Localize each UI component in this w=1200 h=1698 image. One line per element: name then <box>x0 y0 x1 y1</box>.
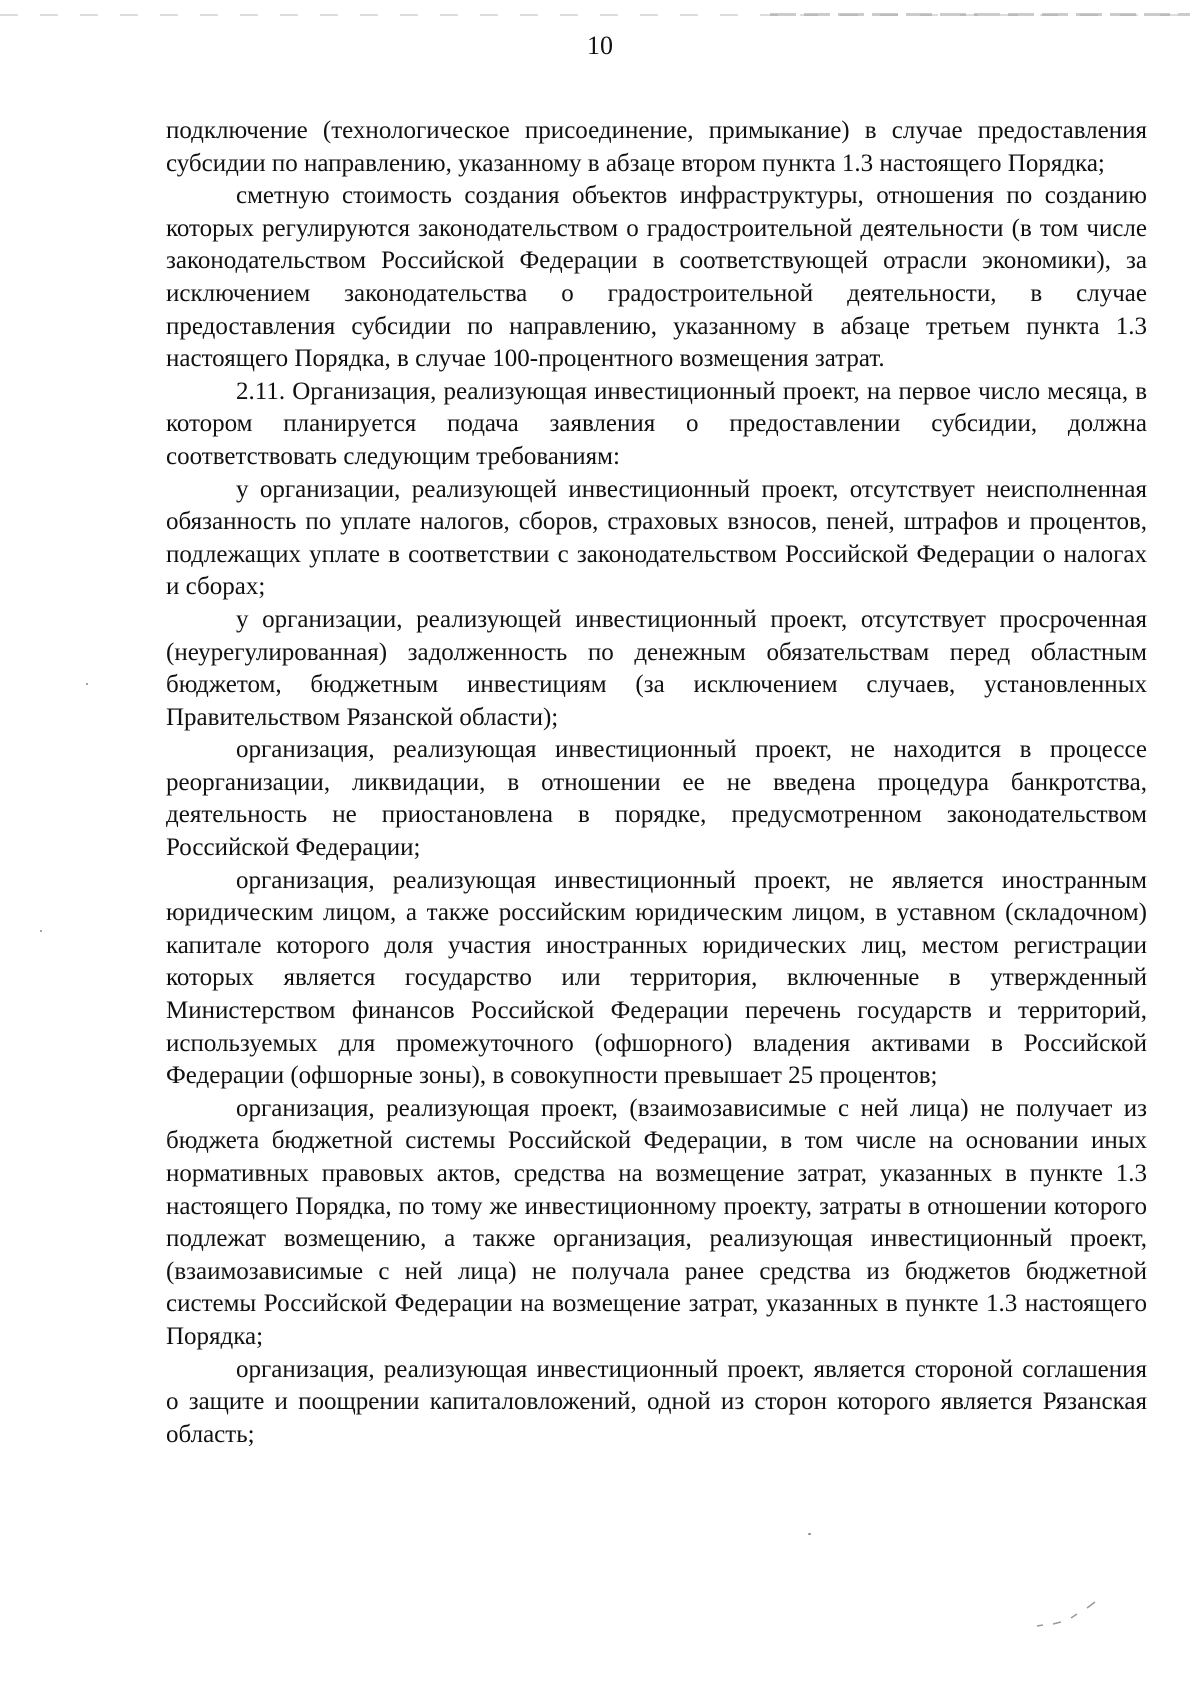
paragraph-no-tax-debt: у организации, реализующей инвестиционный проект, отсутствует неисполненная обязанность по уплате налогов, сборов, страховых взносов, пеней, штрафов и процентов, подлежащих уплате в соответствии с законодательством Российской Федерации о налогах и сборах; <box>166 475 1147 601</box>
scan-speck <box>40 930 42 932</box>
paragraph-2-11-requirements: 2.11. Организация, реализующая инвестиционный проект, на первое число месяца, в котором планируется подача заявления о предоставлении субсидии, должна соответствовать следующим требованиям: <box>166 377 1147 470</box>
scan-artifact-top-right <box>770 13 1190 16</box>
paragraph-estimated-cost: сметную стоимость создания объектов инфраструктуры, отношения по созданию которых регулируются законодательством о градостроительной деятельности (в том числе законодательством Российской Федерации в соответствующей отрасли экономики), за исключением законодательства о градостроительной деятельности, в случае предоставления субсидии по направлению, указанному в абзаце третьем пункта 1.3 настоящего Порядка, в случае 100-процентного возмещения затрат. <box>166 182 1147 373</box>
body-text <box>166 115 1147 1451</box>
paragraph-not-foreign-entity: организация, реализующая инвестиционный проект, не является иностранным юридическим лицом, а также российским юридическим лицом, в уставном (складочном) капитале которого доля участия иностранных юридических лиц, местом регистрации которых является государство или территория, включенные в утвержденный Министерством финансов Российской Федерации перечень государств и территорий, используемых для промежуточного (офшорного) владения активами в Российской Федерации (офшорные зоны), в совокупности превышает 25 процентов; <box>166 866 1147 1090</box>
paragraph-capital-investment-agreement: организация, реализующая инвестиционный проект, является стороной соглашения о защите и поощрении капиталовложений, одной из сторон которого является Рязанская область; <box>166 1355 1147 1448</box>
scan-speck <box>86 683 88 685</box>
scan-artifact-bottom-right <box>1035 1600 1105 1630</box>
page-number: 10 <box>587 31 613 60</box>
paragraph-connection: подключение (технологическое присоединение, примыкание) в случае предоставления субсидии по направлению, указанному в абзаце втором пункта 1.3 настоящего Порядка; <box>166 117 1147 177</box>
paragraph-no-reorganization: организация, реализующая инвестиционный проект, не находится в процессе реорганизации, ликвидации, в отношении ее не введена процедура банкротства, деятельность не приостановлена в порядке, предусмотренном законодательством Российской Федерации; <box>166 736 1147 862</box>
paragraph-no-other-budget-funds: организация, реализующая проект, (взаимозависимые с ней лица) не получает из бюджета бюджетной системы Российской Федерации, в том числе на основании иных нормативных правовых актов, средства на возмещение затрат, указанных в пункте 1.3 настоящего Порядка, по тому же инвестиционному проекту, затраты в отношении которого подлежат возмещению, а также организация, реализующая инвестиционный проект, (взаимозависимые с ней лица) не получала ранее средства из бюджетов бюджетной системы Российской Федерации на возмещение затрат, указанных в пункте 1.3 настоящего Порядка; <box>166 1094 1147 1350</box>
paragraph-no-overdue-debt: у организации, реализующей инвестиционный проект, отсутствует просроченная (неурегулированная) задолженность по денежным обязательствам перед областным бюджетом, бюджетным инвестициям (за исключением случаев, установленных Правительством Рязанской области); <box>166 605 1147 731</box>
scan-speck <box>808 1533 811 1535</box>
